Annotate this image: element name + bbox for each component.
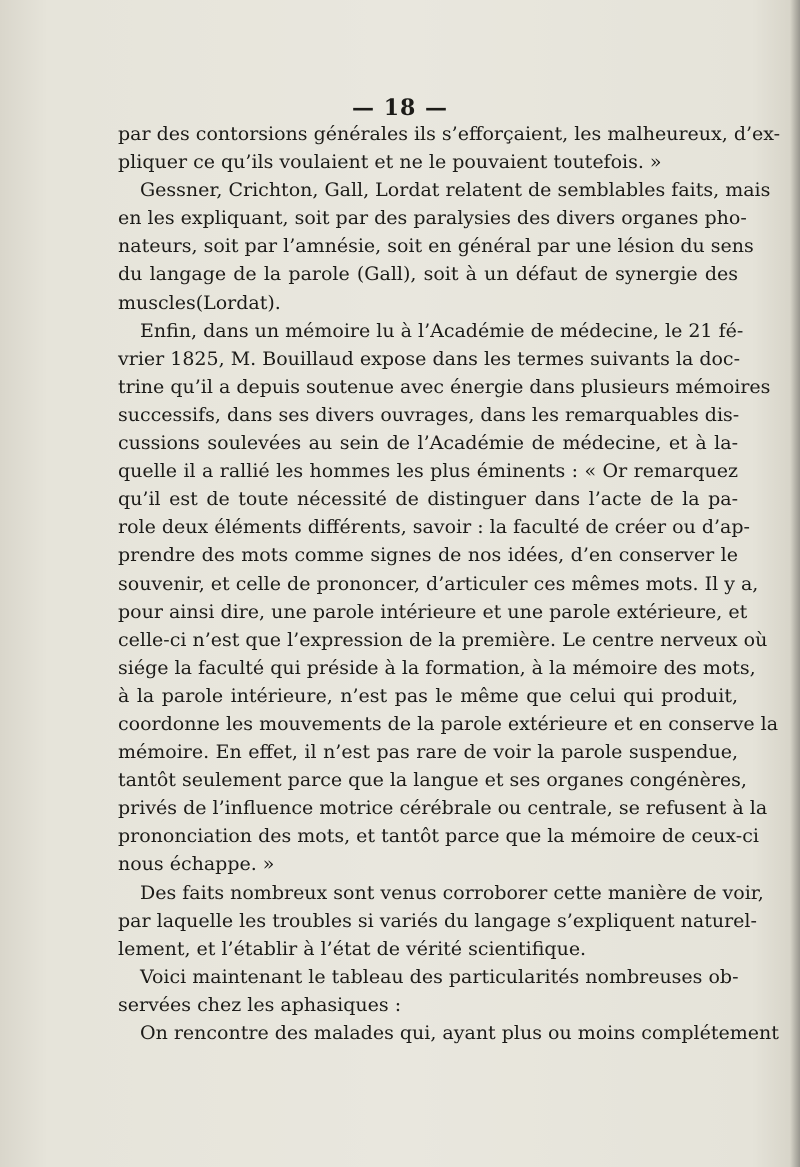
text-line: du langage de la parole (Gall), soit à un défaut de synergie des (118, 263, 738, 286)
text-line: nous échappe. » (118, 853, 275, 876)
text-line: Gessner, Crichton, Gall, Lordat relatent de semblables faits, mais (140, 179, 771, 202)
text-line: celle-ci n’est que l’expression de la première. Le centre nerveux où (118, 628, 768, 651)
text-line: servées chez les aphasiques : (118, 993, 402, 1016)
text-line: siége la faculté qui préside à la formation, à la mémoire des mots, (118, 656, 756, 679)
page-body-text (118, 120, 781, 1047)
page-edge-shadow (790, 0, 800, 1167)
text-line: On rencontre des malades qui, ayant plus ou moins complétement (140, 1022, 779, 1044)
text-line: lement, et l’établir à l’état de vérité scientifique. (118, 937, 587, 960)
text-line: Voici maintenant le tableau des particularités nombreuses ob- (140, 965, 739, 988)
text-line: qu’il est de toute nécessité de distinguer dans l’acte de la pa- (118, 488, 738, 511)
text-line: pour ainsi dire, une parole intérieure et une parole extérieure, et (118, 600, 748, 623)
text-line: tantôt seulement parce que la langue et ses organes congénères, (118, 769, 747, 792)
page-number: — 18 — (352, 95, 448, 121)
text-line: Des faits nombreux sont venus corroborer cette manière de voir, (140, 881, 764, 904)
text-line: role deux éléments différents, savoir : la faculté de créer ou d’ap- (118, 516, 750, 539)
text-line: Enfin, dans un mémoire lu à l’Académie de médecine, le 21 fé- (140, 319, 744, 342)
text-line: coordonne les mouvements de la parole extérieure et en conserve la (118, 712, 779, 735)
text-line: mémoire. En effet, il n’est pas rare de voir la parole suspendue, (118, 741, 738, 764)
text-line: souvenir, et celle de prononcer, d’articuler ces mêmes mots. Il y a, (118, 572, 759, 595)
text-line: prononciation des mots, et tantôt parce que la mémoire de ceux-ci (118, 825, 759, 848)
text-line: à la parole intérieure, n’est pas le même que celui qui produit, (118, 684, 738, 707)
text-line: par des contorsions générales ils s’efforçaient, les malheureux, d’ex- (118, 123, 781, 145)
text-line: muscles(Lordat). (118, 291, 281, 314)
text-line: en les expliquant, soit par des paralysies des divers organes pho- (118, 207, 747, 230)
text-line: prendre des mots comme signes de nos idées, d’en conserver le (118, 544, 738, 567)
text-line: trine qu’il a depuis soutenue avec énergie dans plusieurs mémoires (118, 375, 771, 398)
text-line: pliquer ce qu’ils voulaient et ne le pouvaient toutefois. » (118, 151, 662, 174)
text-line: successifs, dans ses divers ouvrages, dans les remarquables dis- (118, 403, 740, 426)
text-line: nateurs, soit par l’amnésie, soit en général par une lésion du sens (118, 235, 754, 258)
text-line: privés de l’influence motrice cérébrale ou centrale, se refusent à la (118, 797, 768, 820)
text-line: quelle il a rallié les hommes les plus éminents : « Or remarquez (118, 460, 738, 483)
text-line: vrier 1825, M. Bouillaud expose dans les termes suivants la doc- (118, 347, 740, 370)
text-line: par laquelle les troubles si variés du langage s’expliquent naturel- (118, 909, 757, 932)
text-line: cussions soulevées au sein de l’Académie de médecine, et à la- (118, 432, 738, 455)
